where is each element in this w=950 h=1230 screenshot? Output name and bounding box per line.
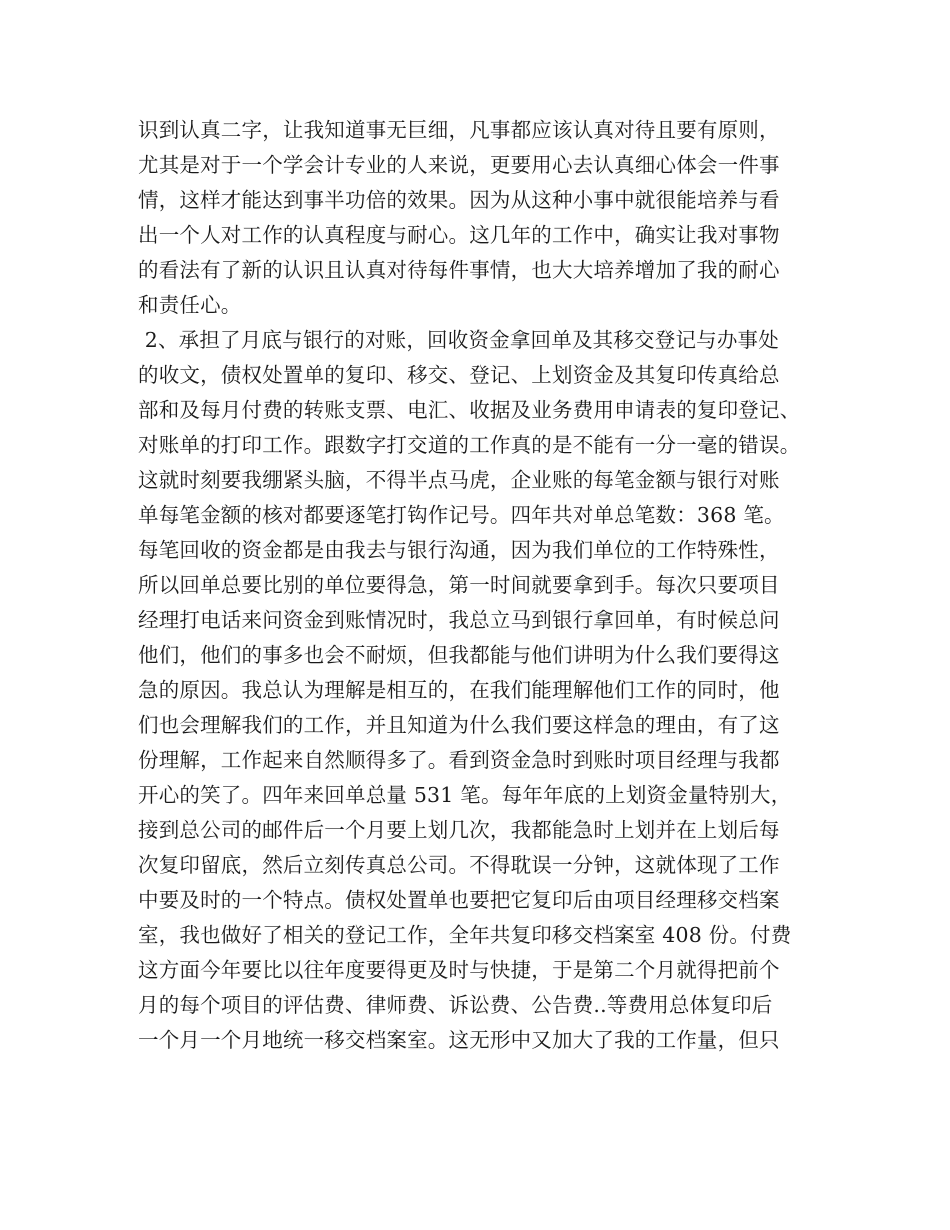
text-line: 部和及每月付费的转账支票、电汇、收据及业务费用申请表的复印登记、 bbox=[138, 398, 801, 422]
text-line: 们也会理解我们的工作，并且知道为什么我们要这样急的理由，有了这 bbox=[138, 713, 780, 737]
text-line: 经理打电话来问资金到账情况时，我总立马到银行拿回单，有时候总问 bbox=[138, 608, 780, 632]
text-line: 室，我也做好了相关的登记工作，全年共复印移交档案室 408 份。付费 bbox=[138, 923, 792, 947]
text-line: 开心的笑了。四年来回单总量 531 笔。每年年底的上划资金量特别大， bbox=[138, 783, 792, 807]
text-line: 接到总公司的邮件后一个月要上划几次，我都能急时上划并在上划后每 bbox=[138, 818, 780, 842]
text-line: 2、承担了月底与银行的对账，回收资金拿回单及其移交登记与办事处 bbox=[138, 328, 779, 352]
body-text bbox=[138, 113, 838, 1058]
text-line: 一个月一个月地统一移交档案室。这无形中又加大了我的工作量，但只 bbox=[138, 1028, 780, 1052]
text-line: 的收文，债权处置单的复印、移交、登记、上划资金及其复印传真给总 bbox=[138, 363, 780, 387]
text-line: 情，这样才能达到事半功倍的效果。因为从这种小事中就很能培养与看 bbox=[138, 188, 780, 212]
text-line: 尤其是对于一个学会计专业的人来说，更要用心去认真细心体会一件事 bbox=[138, 153, 780, 177]
text-line: 急的原因。我总认为理解是相互的，在我们能理解他们工作的同时，他 bbox=[138, 678, 780, 702]
text-line: 他们，他们的事多也会不耐烦，但我都能与他们讲明为什么我们要得这 bbox=[138, 643, 780, 667]
text-line: 中要及时的一个特点。债权处置单也要把它复印后由项目经理移交档案 bbox=[138, 888, 780, 912]
text-line: 每笔回收的资金都是由我去与银行沟通，因为我们单位的工作特殊性， bbox=[138, 538, 780, 562]
text-line: 出一个人对工作的认真程度与耐心。这几年的工作中，确实让我对事物 bbox=[138, 223, 780, 247]
text-line: 这就时刻要我绷紧头脑，不得半点马虎，企业账的每笔金额与银行对账 bbox=[138, 468, 780, 492]
text-line: 对账单的打印工作。跟数字打交道的工作真的是不能有一分一毫的错误。 bbox=[138, 433, 801, 457]
text-line: 的看法有了新的认识且认真对待每件事情，也大大培养增加了我的耐心 bbox=[138, 258, 780, 282]
text-line: 月的每个项目的评估费、律师费、诉讼费、公告费..等费用总体复印后 bbox=[138, 993, 773, 1017]
text-line: 识到认真二字，让我知道事无巨细，凡事都应该认真对待且要有原则， bbox=[138, 118, 780, 142]
text-line: 次复印留底，然后立刻传真总公司。不得耽误一分钟，这就体现了工作 bbox=[138, 853, 780, 877]
text-line: 和责任心。 bbox=[138, 293, 242, 317]
text-line: 所以回单总要比别的单位要得急，第一时间就要拿到手。每次只要项目 bbox=[138, 573, 780, 597]
text-line: 这方面今年要比以往年度要得更及时与快捷，于是第二个月就得把前个 bbox=[138, 958, 780, 982]
text-line: 份理解，工作起来自然顺得多了。看到资金急时到账时项目经理与我都 bbox=[138, 748, 780, 772]
text-line: 单每笔金额的核对都要逐笔打钩作记号。四年共对单总笔数：368 笔。 bbox=[138, 503, 785, 527]
